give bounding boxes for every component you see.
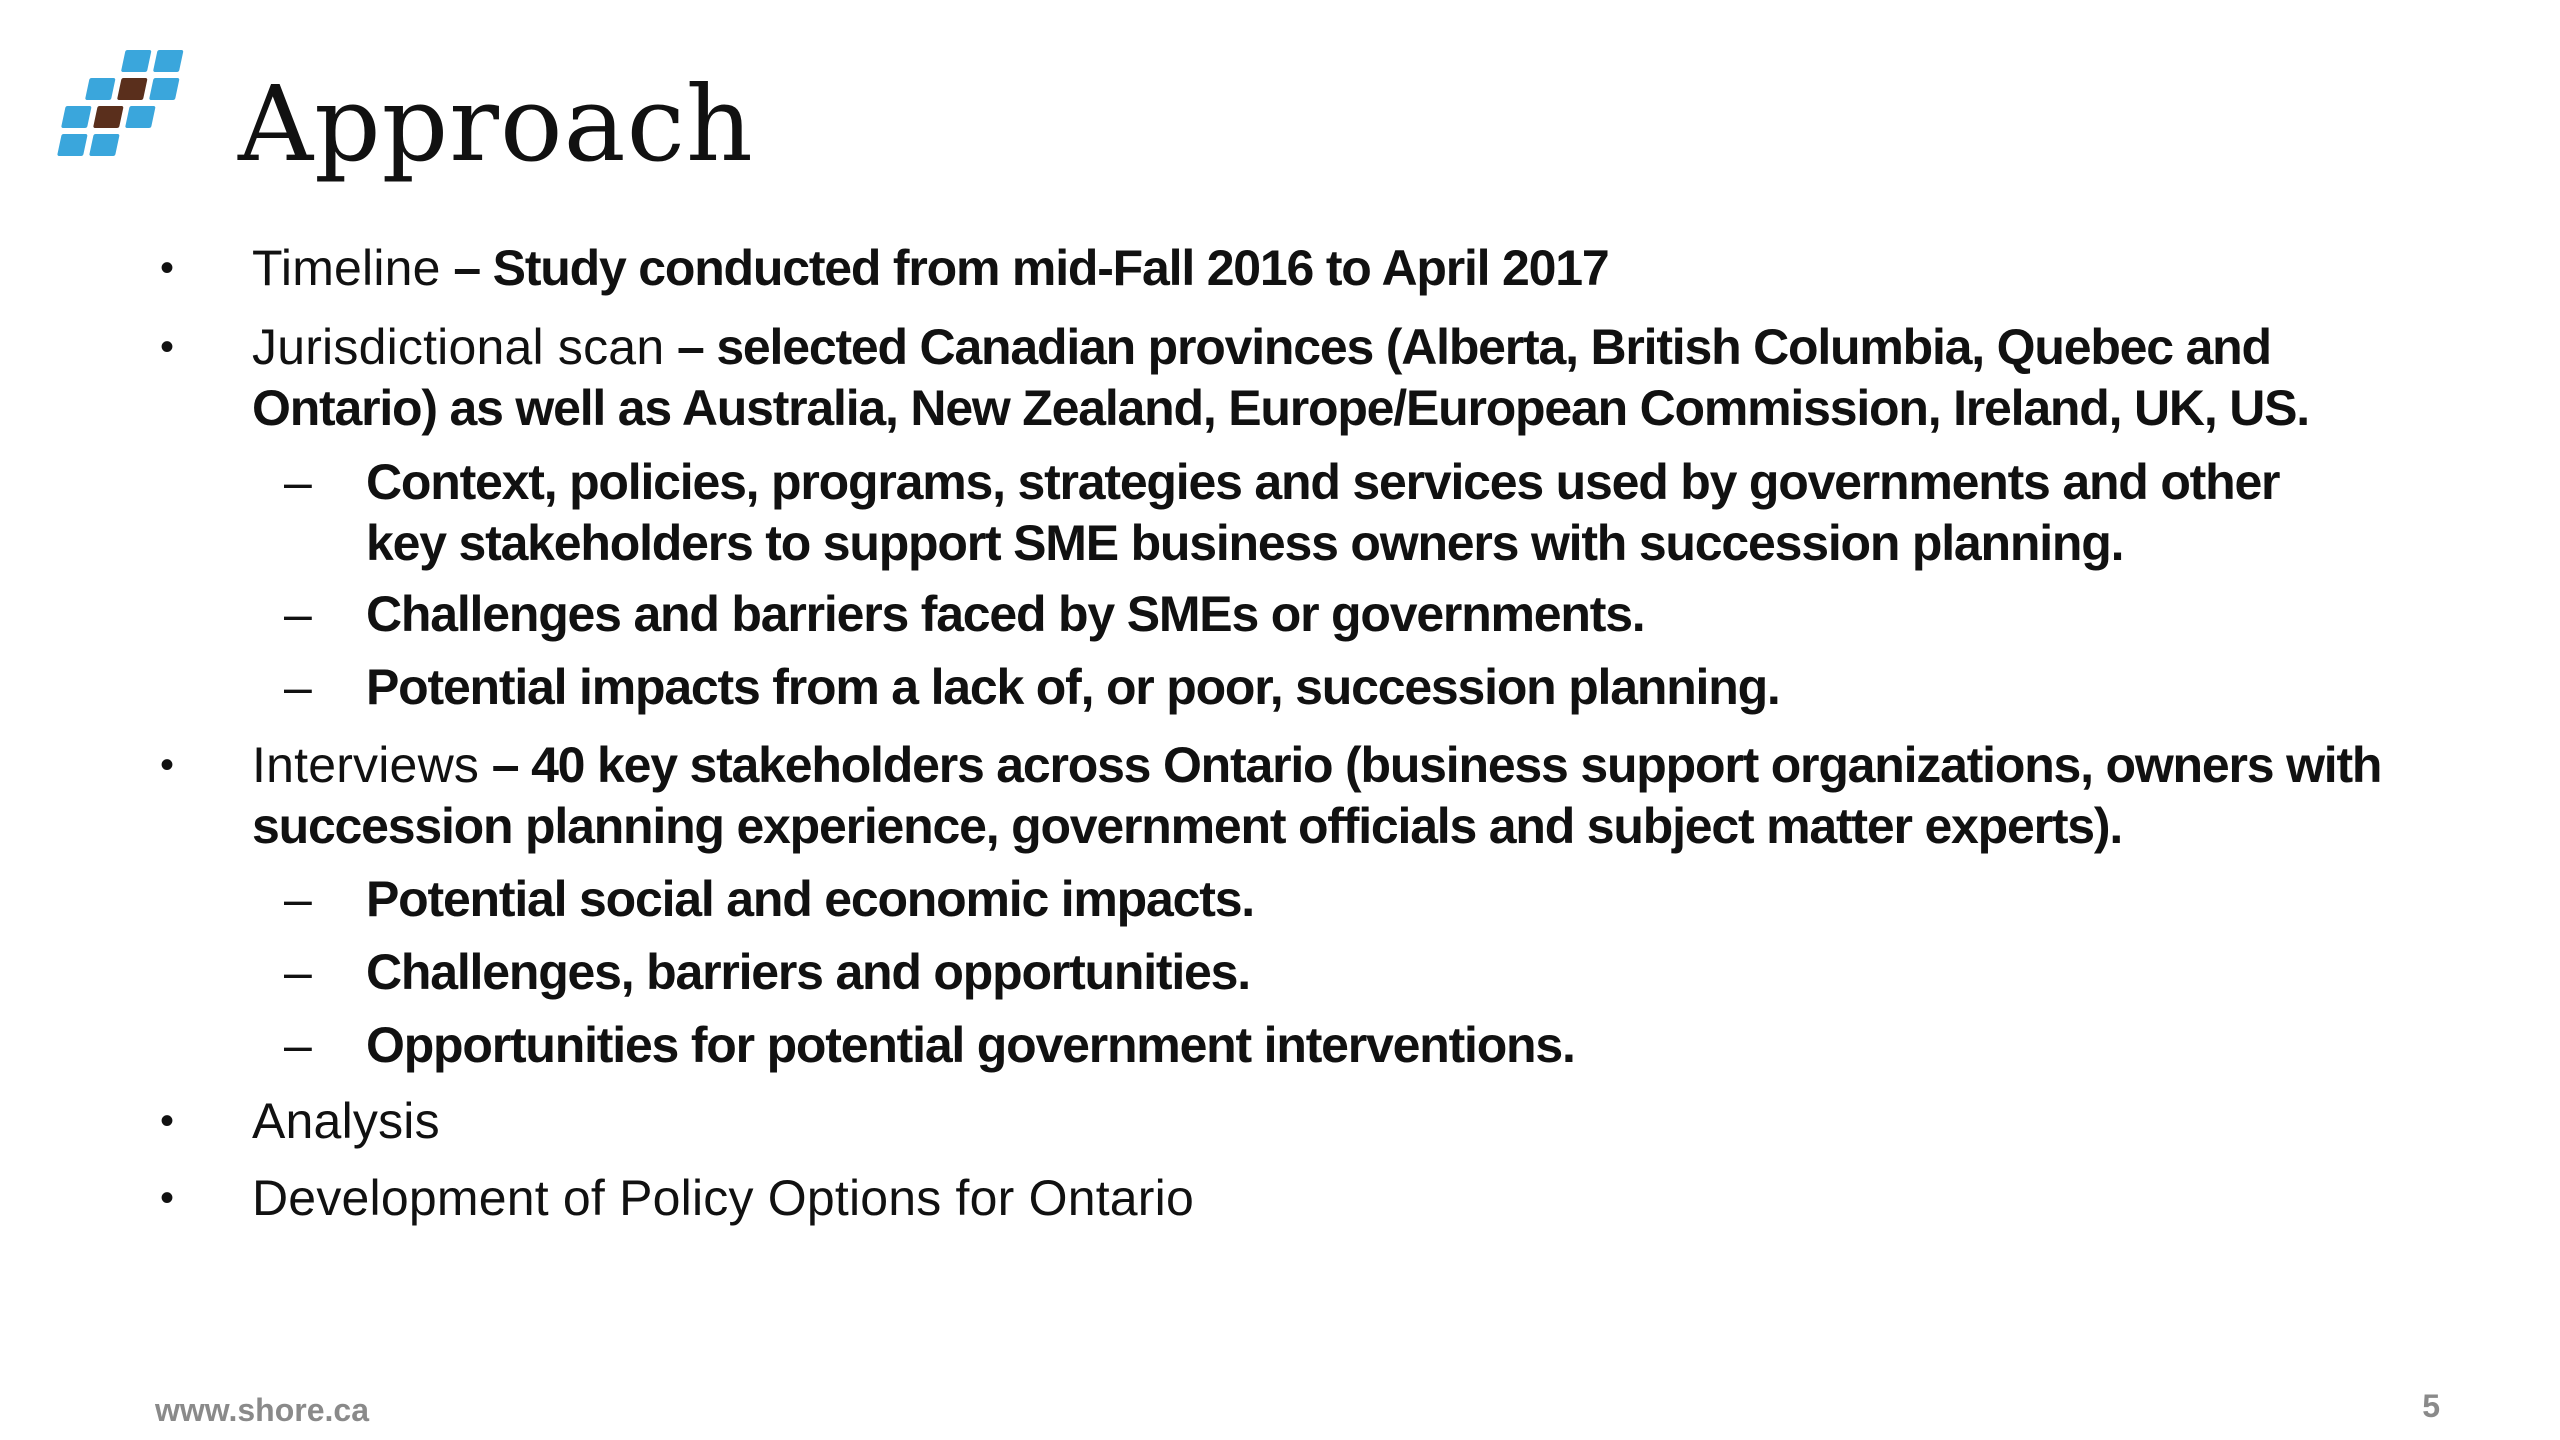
bullet-analysis [160,1091,2252,1152]
sub-bullet-mark: – [284,659,311,715]
sub-bullet [284,869,2366,930]
sub-bullet [284,452,2366,574]
sub-bullet-text: Challenges, barriers and opportunities. [366,944,1250,1000]
footer-url: www.shore.ca [155,1392,369,1428]
bullet-mark: • [160,743,173,787]
bullet-lead: Timeline [252,240,441,296]
sub-bullet-text: Challenges and barriers faced by SMEs or governments. [366,586,1645,642]
sub-bullet-text: Opportunities for potential government interventions. [366,1017,1575,1073]
sub-bullet [284,1015,2366,1076]
bullet-lead: Analysis [252,1093,440,1149]
sub-bullet-mark: – [284,871,311,927]
slide-title: Approach [238,63,754,185]
bullet-lead: Interviews [252,737,480,793]
sub-bullet [284,584,2366,645]
bullet-text: – selected Canadian provinces (Alberta, British Columbia, Quebec and Ontario) as well as Australia, New Zealand, Europe/European Commission, Ireland, UK, US. [252,319,2309,436]
sub-bullet [284,942,2366,1003]
bullet-mark: • [160,325,173,369]
bullet-policy-options [160,1168,2252,1229]
sub-bullet-text: Potential impacts from a lack of, or poor, succession planning. [366,659,1780,715]
sub-bullet [284,657,2366,718]
bullet-text: – 40 key stakeholders across Ontario (business support organizations, owners with succession planning experience, government officials and subject matter experts). [252,737,2382,854]
page-number: 5 [2422,1388,2440,1424]
bullet-mark: • [160,1099,173,1143]
sub-bullet-mark: – [284,454,311,510]
sub-bullet-mark: – [284,944,311,1000]
bullet-lead: Development of Policy Options for Ontario [252,1170,1194,1226]
sub-bullet-text: Potential social and economic impacts. [366,871,1254,927]
shore-logo-icon [48,48,188,173]
bullet-text: – Study conducted from mid-Fall 2016 to April 2017 [440,240,1609,296]
bullet-mark: • [160,246,173,290]
bullet-lead: Jurisdictional scan [252,319,665,375]
bullet-timeline [160,238,2452,299]
bullet-interviews [160,735,2452,857]
bullet-jurisdictional-scan [160,317,2402,439]
sub-bullet-text: Context, policies, programs, strategies and services used by governments and other key stakeholders to support SME business owners with succession planning. [366,454,2280,571]
sub-bullet-mark: – [284,1017,311,1073]
sub-bullet-mark: – [284,586,311,642]
bullet-mark: • [160,1176,173,1220]
